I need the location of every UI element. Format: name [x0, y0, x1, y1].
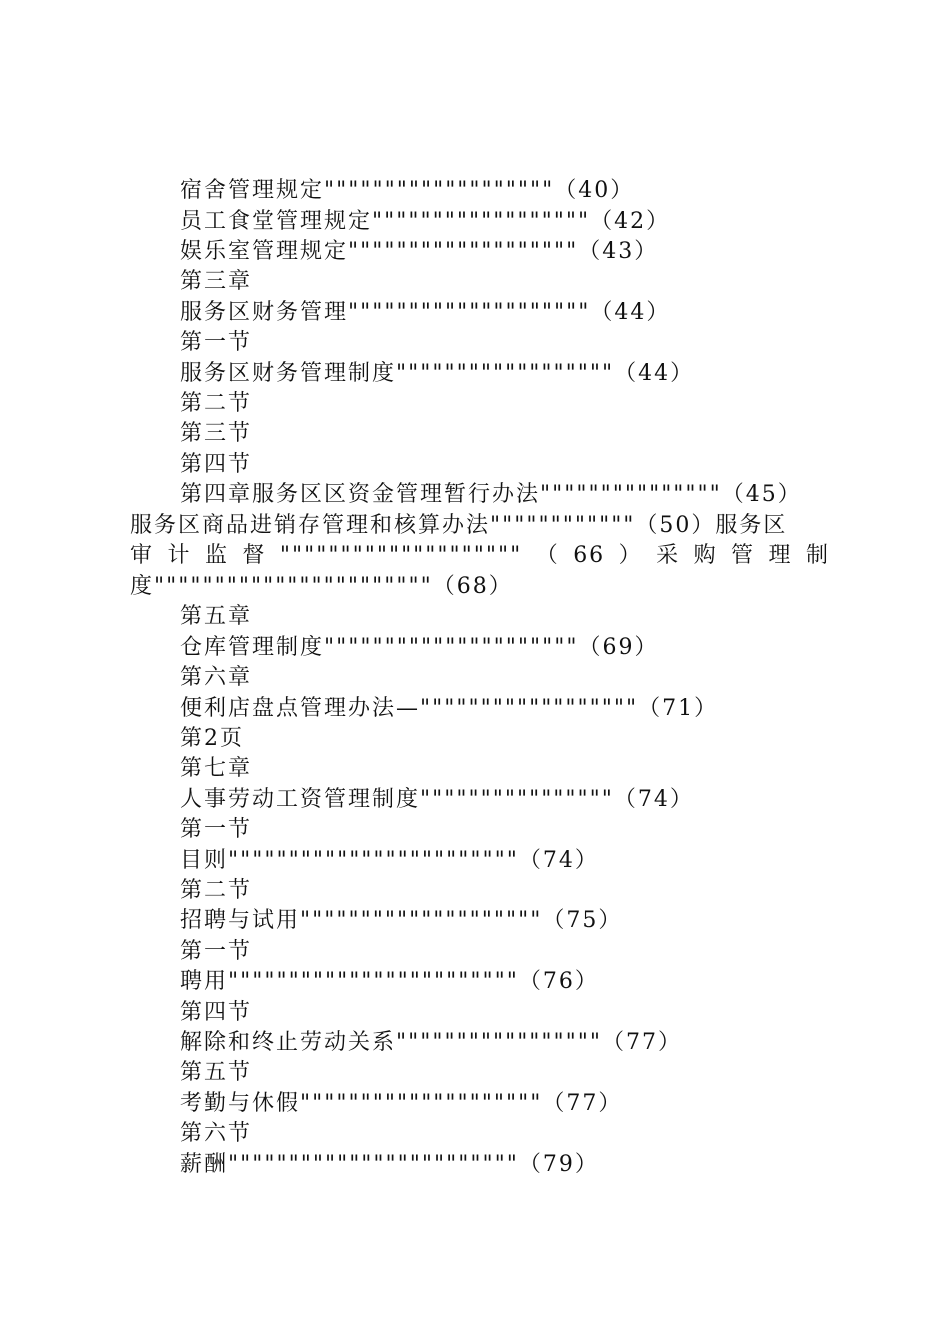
- justified-part: 计: [167, 543, 192, 568]
- toc-entry-termination: 解除和终止劳动关系"""""""""""""""""（77）: [180, 1030, 683, 1055]
- justified-part: 监: [204, 543, 229, 568]
- toc-entry-recreation-room: 娱乐室管理规定"""""""""""""""""""（43）: [180, 239, 659, 264]
- justified-part: 制: [805, 543, 830, 568]
- toc-entry-inventory-accounting: 服务区商品进销存管理和核算办法""""""""""""（50）服务区: [130, 513, 788, 538]
- toc-section-heading: 第五节: [180, 1060, 253, 1085]
- justified-part: ）: [618, 543, 643, 568]
- toc-entry-salary: 薪酬""""""""""""""""""""""""（79）: [180, 1152, 599, 1177]
- toc-entry-finance: 服务区财务管理""""""""""""""""""""（44）: [180, 300, 671, 325]
- toc-chapter-heading: 第五章: [180, 604, 253, 629]
- toc-chapter-heading: 第六章: [180, 665, 253, 690]
- toc-section-heading: 第三节: [180, 421, 253, 446]
- justified-part: 管: [731, 543, 756, 568]
- toc-entry-warehouse: 仓库管理制度"""""""""""""""""""""（69）: [180, 635, 659, 660]
- justified-part: （: [535, 543, 560, 568]
- toc-entry-canteen: 员工食堂管理规定""""""""""""""""""（42）: [180, 209, 671, 234]
- justified-part: 督: [242, 543, 267, 568]
- toc-entry-general: 目则""""""""""""""""""""""""（74）: [180, 848, 599, 873]
- toc-section-heading: 第四节: [180, 452, 253, 477]
- toc-section-heading: 第二节: [180, 391, 253, 416]
- toc-entry-dormitory: 宿舍管理规定"""""""""""""""""""（40）: [180, 178, 635, 203]
- toc-entry-procurement-continued: 度"""""""""""""""""""""""（68）: [130, 574, 513, 599]
- justified-part: """""""""""""""""""": [279, 543, 523, 568]
- justified-part: 购: [693, 543, 718, 568]
- toc-entry-attendance-leave: 考勤与休假""""""""""""""""""""（77）: [180, 1091, 623, 1116]
- justified-part: 审: [130, 543, 155, 568]
- toc-chapter-heading: 第三章: [180, 269, 253, 294]
- toc-chapter-heading: 第七章: [180, 756, 253, 781]
- toc-entry-fund-management: 第四章服务区区资金管理暂行办法"""""""""""""""（45）: [180, 482, 802, 507]
- toc-entry-store-inventory: 便利店盘点管理办法—""""""""""""""""""（71）: [180, 696, 719, 721]
- justified-part: 理: [768, 543, 793, 568]
- toc-entry-personnel-wages: 人事劳动工资管理制度""""""""""""""""（74）: [180, 787, 694, 812]
- toc-section-heading: 第一节: [180, 817, 253, 842]
- toc-entry-finance-system: 服务区财务管理制度""""""""""""""""""（44）: [180, 361, 695, 386]
- toc-section-heading: 第六节: [180, 1121, 253, 1146]
- toc-section-heading: 第一节: [180, 330, 253, 355]
- toc-entry-employment: 聘用""""""""""""""""""""""""（76）: [180, 969, 599, 994]
- toc-section-heading: 第四节: [180, 1000, 253, 1025]
- justified-part: 采: [656, 543, 681, 568]
- justified-part: 66: [573, 543, 606, 568]
- toc-entry-recruitment: 招聘与试用""""""""""""""""""""（75）: [180, 908, 623, 933]
- toc-entry-audit-supervision: [130, 541, 830, 571]
- page-number: 第2页: [180, 726, 244, 751]
- toc-section-heading: 第一节: [180, 939, 253, 964]
- toc-section-heading: 第二节: [180, 878, 253, 903]
